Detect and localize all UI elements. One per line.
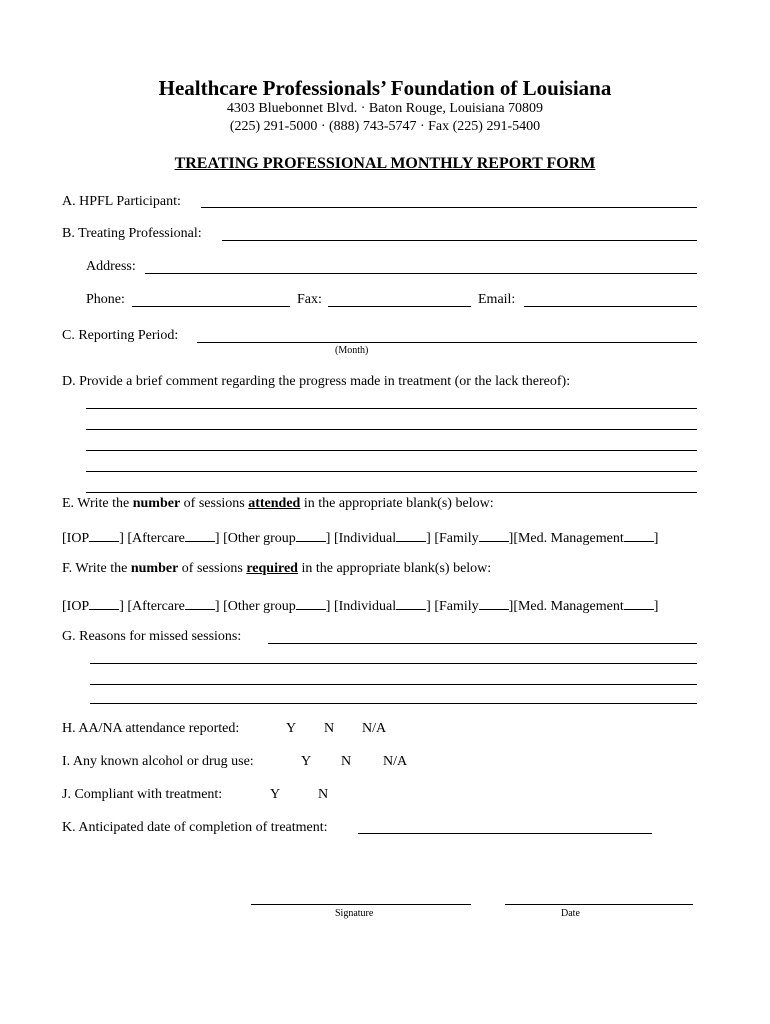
sessions-attended-instruction: E. Write the number of sessions attended in the appropriate blank(s) below:	[62, 496, 494, 511]
date-line[interactable]	[505, 904, 693, 905]
email-label: Email:	[478, 292, 516, 307]
iop-attended-blank[interactable]	[89, 529, 119, 542]
sessions-required-row: [IOP ] [Aftercare ] [Other group ] [Individual ] [Family ][Med. Management ]	[62, 599, 659, 614]
family-attended-blank[interactable]	[479, 529, 509, 542]
alcohol-drug-yes-option[interactable]: Y	[301, 754, 312, 769]
progress-comment-line[interactable]	[86, 408, 697, 409]
missed-sessions-line[interactable]	[90, 684, 697, 685]
fax-label: Fax:	[297, 292, 322, 307]
hpfl-participant-field[interactable]	[201, 207, 697, 208]
sessions-attended-row: [IOP ] [Aftercare ] [Other group ] [Individual ] [Family ][Med. Management ]	[62, 531, 659, 546]
signature-line[interactable]	[251, 904, 471, 905]
aa-na-attendance-label: H. AA/NA attendance reported:	[62, 721, 240, 736]
treating-professional-field[interactable]	[222, 240, 697, 241]
med-management-required-blank[interactable]	[624, 597, 654, 610]
other-group-required-blank[interactable]	[296, 597, 326, 610]
treating-professional-label: B. Treating Professional:	[62, 226, 202, 241]
progress-comment-line[interactable]	[86, 450, 697, 451]
progress-comment-line[interactable]	[86, 471, 697, 472]
family-required-blank[interactable]	[479, 597, 509, 610]
completion-date-field[interactable]	[358, 833, 652, 834]
individual-attended-blank[interactable]	[396, 529, 426, 542]
other-group-attended-blank[interactable]	[296, 529, 326, 542]
missed-sessions-line[interactable]	[90, 663, 697, 664]
progress-comment-line[interactable]	[86, 429, 697, 430]
email-field[interactable]	[524, 306, 697, 307]
individual-required-blank[interactable]	[396, 597, 426, 610]
iop-required-blank[interactable]	[89, 597, 119, 610]
compliant-yes-option[interactable]: Y	[270, 787, 281, 802]
sessions-required-instruction: F. Write the number of sessions required in the appropriate blank(s) below:	[62, 561, 492, 576]
alcohol-drug-use-label: I. Any known alcohol or drug use:	[62, 754, 254, 769]
address-field[interactable]	[145, 273, 697, 274]
alcohol-drug-na-option[interactable]: N/A	[383, 754, 408, 769]
completion-date-label: K. Anticipated date of completion of treatment:	[62, 820, 328, 835]
missed-sessions-line[interactable]	[90, 703, 697, 704]
aftercare-attended-blank[interactable]	[185, 529, 215, 542]
org-name: Healthcare Professionals’ Foundation of Louisiana	[158, 76, 612, 100]
org-phones: (225) 291-5000 · (888) 743-5747 · Fax (225) 291-5400	[229, 119, 541, 134]
form-title: TREATING PROFESSIONAL MONTHLY REPORT FORM	[174, 155, 596, 172]
phone-label: Phone:	[86, 292, 125, 307]
date-caption: Date	[561, 908, 580, 919]
med-management-attended-blank[interactable]	[624, 529, 654, 542]
fax-field[interactable]	[328, 306, 471, 307]
address-label: Address:	[86, 259, 136, 274]
phone-field[interactable]	[132, 306, 290, 307]
reporting-period-label: C. Reporting Period:	[62, 328, 179, 343]
missed-sessions-label: G. Reasons for missed sessions:	[62, 629, 242, 644]
reporting-period-field[interactable]	[197, 342, 697, 343]
aa-na-no-option[interactable]: N	[324, 721, 335, 736]
alcohol-drug-no-option[interactable]: N	[341, 754, 352, 769]
compliant-treatment-label: J. Compliant with treatment:	[62, 787, 223, 802]
aa-na-yes-option[interactable]: Y	[286, 721, 297, 736]
progress-comment-line[interactable]	[86, 492, 697, 493]
missed-sessions-field[interactable]	[268, 643, 697, 644]
signature-caption: Signature	[335, 908, 374, 919]
hpfl-participant-label: A. HPFL Participant:	[62, 194, 181, 209]
month-caption: (Month)	[335, 345, 369, 356]
aftercare-required-blank[interactable]	[185, 597, 215, 610]
compliant-no-option[interactable]: N	[318, 787, 329, 802]
org-address: 4303 Bluebonnet Blvd. · Baton Rouge, Louisiana 70809	[226, 101, 544, 116]
progress-comment-label: D. Provide a brief comment regarding the progress made in treatment (or the lack thereof):	[62, 374, 571, 389]
aa-na-na-option[interactable]: N/A	[362, 721, 387, 736]
